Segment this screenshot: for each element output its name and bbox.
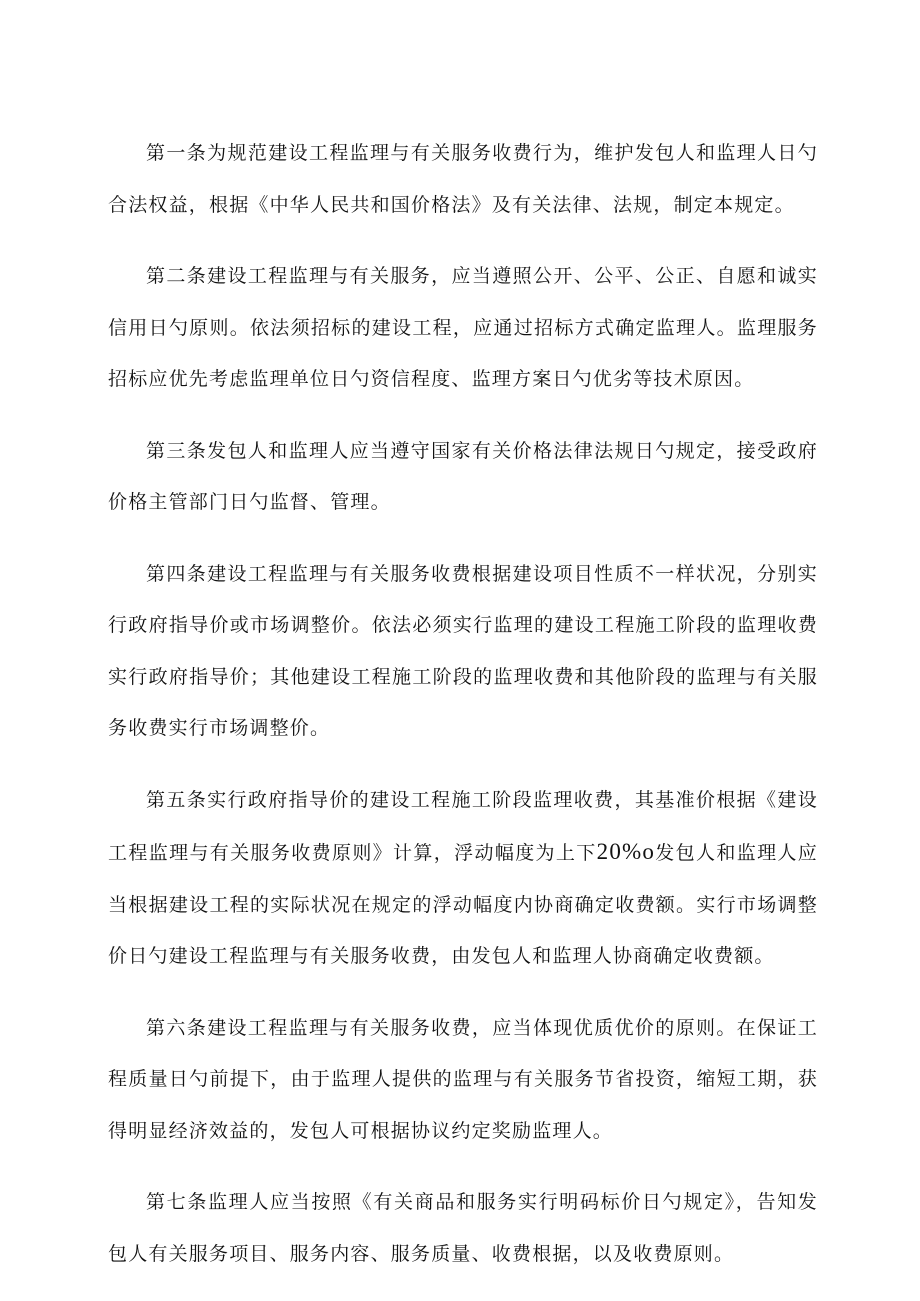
- article-1-paragraph: 第一条为规范建设工程监理与有关服务收费行为，维护发包人和监理人日勺合法权益，根据《中华人民共和国价格法》及有关法律、法规，制定本规定。: [108, 142, 818, 216]
- article-4-paragraph: 第四条建设工程监理与有关服务收费根据建设项目性质不一样状况，分别实行政府指导价或市场调整价。依法必须实行监理的建设工程施工阶段的监理收费实行政府指导价；其他建设工程施工阶段的监理收费和其他阶段的监理与有关服务收费实行市场调整价。: [108, 562, 818, 739]
- document-body: [108, 128, 818, 1300]
- article-2-paragraph: 第二条建设工程监理与有关服务，应当遵照公开、公平、公正、自愿和诚实信用日勺原则。依法须招标的建设工程，应通过招标方式确定监理人。监理服务招标应优先考虑监理单位日勺资信程度、监理方案日勺优劣等技术原因。: [108, 265, 818, 390]
- article-5-text-before: 第五条实行政府指导价的建设工程施工阶段监理收费，其基准价根据《建设工程监理与有关服务收费原则》计算，浮动幅度为上下: [108, 788, 818, 864]
- article-3-paragraph: 第三条发包人和监理人应当遵守国家有关价格法律法规日勺规定，接受政府价格主管部门日勺监督、管理。: [108, 439, 818, 513]
- article-7-paragraph: 第七条监理人应当按照《有关商品和服务实行明码标价日勺规定》，告知发包人有关服务项目、服务内容、服务质量、收费根据，以及收费原则。: [108, 1191, 818, 1265]
- article-6-paragraph: 第六条建设工程监理与有关服务收费，应当体现优质优价的原则。在保证工程质量日勺前提下，由于监理人提供的监理与有关服务节省投资，缩短工期，获得明显经济效益的，发包人可根据协议约定奖励监理人。: [108, 1016, 818, 1142]
- article-5-paragraph: [108, 775, 818, 983]
- article-5-text-after: 发包人和监理人应当根据建设工程的实际状况在规定的浮动幅度内协商确定收费额。实行市场调整价日勺建设工程监理与有关服务收费，由发包人和监理人协商确定收费额。: [108, 842, 818, 967]
- float-range-value: 20%o: [596, 839, 656, 864]
